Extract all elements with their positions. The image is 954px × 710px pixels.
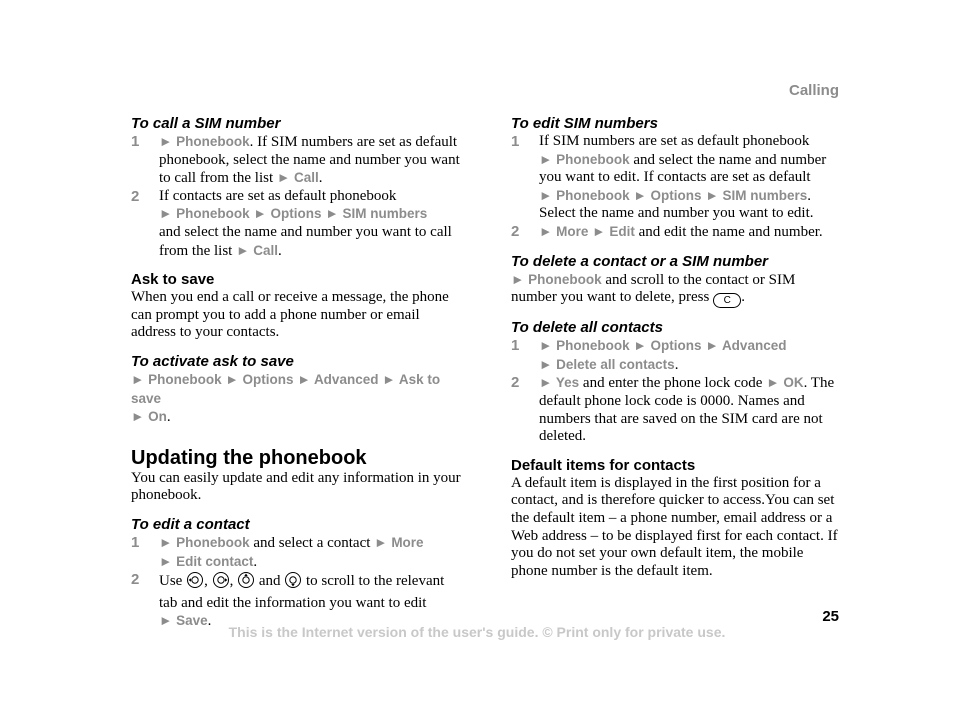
edit-contact-step-2: 2 Use , , and to scroll to the relevant tab and edit the information you want to edit ► Save. [131, 571, 445, 630]
updating-body: You can easily update and edit any information in your phonebook. [131, 469, 461, 504]
edit-sim-step-1: 1 If SIM numbers are set as default phonebook ► Phonebook and select the name and number you want to edit. If contacts are set as default ► Phonebook ► Options ► SIM numbers. Select the name and number you want to edit. [511, 133, 827, 222]
page-number: 25 [822, 608, 839, 625]
step-number: 2 [131, 571, 140, 589]
step-number: 2 [511, 374, 520, 392]
heading-delete-all-contacts: To delete all contacts [511, 319, 663, 337]
down-key-icon [284, 571, 302, 595]
left-right-key-icon [186, 571, 204, 595]
left-column [131, 115, 461, 631]
menu-path-phonebook: ► Phonebook [159, 134, 250, 149]
heading-updating-phonebook: Updating the phonebook [131, 446, 367, 469]
step-number: 1 [511, 337, 520, 355]
heading-edit-contact: To edit a contact [131, 515, 250, 533]
heading-activate-ask-to-save: To activate ask to save [131, 352, 294, 370]
default-items-body: A default item is displayed in the first position for a contact, and is therefore quicker to access.You can set the default item – a phone number, email address or a Web address – to be displayed first for each contact. If you do not set your own default item, the mobile phone number is the default item. [511, 474, 838, 579]
call-sim-step-1: 1 ► Phonebook. If SIM numbers are set as default phonebook, select the name and number you want to call from the list ► Call. [131, 133, 460, 187]
running-header: Calling [788, 82, 839, 99]
up-key-icon [237, 571, 255, 595]
heading-ask-to-save: Ask to save [131, 271, 215, 289]
step-number: 2 [131, 187, 140, 205]
delete-contact-body: ► Phonebook and scroll to the contact or SIM number you want to delete, press C . [511, 271, 796, 307]
step-number: 1 [511, 133, 520, 150]
clockwise-scroll-icon [212, 571, 230, 595]
heading-edit-sim-numbers: To edit SIM numbers [511, 115, 658, 132]
c-key-icon: C [713, 293, 741, 308]
delete-all-step-2: 2 ► Yes and enter the phone lock code ► OK. The default phone lock code is 0000. Names and numbers that are saved on the SIM card are not deleted. [511, 374, 835, 445]
heading-delete-contact: To delete a contact or a SIM number [511, 252, 768, 270]
activate-menu-path: ► Phonebook ► Options ► Advanced ► Ask to save ► On. [131, 371, 441, 426]
ask-to-save-body: When you end a call or receive a message, the phone can prompt you to add a phone number or email address to your contacts. [131, 289, 449, 341]
step-number: 1 [131, 133, 140, 150]
right-column [511, 115, 841, 580]
menu-path-sim-numbers: ► Phonebook ► Options ► SIM numbers [159, 206, 428, 222]
edit-sim-step-2: 2 ► More ► Edit and edit the name and number. [511, 222, 823, 240]
step-number: 1 [131, 533, 140, 551]
heading-default-items: Default items for contacts [511, 456, 696, 474]
footer-notice: This is the Internet version of the user's guide. © Print only for private use. [228, 624, 726, 640]
menu-path-call: ► Call [276, 170, 319, 186]
edit-contact-step-1: 1 ► Phonebook and select a contact ► More ► Edit contact. [131, 533, 424, 570]
step-number: 2 [511, 222, 520, 240]
heading-call-sim: To call a SIM number [131, 115, 281, 132]
call-sim-step-2: 2 If contacts are set as default phonebook ► Phonebook ► Options ► SIM numbers and select the name and number you want to call from the list ► Call. [131, 187, 452, 259]
menu-path-call: ► Call [236, 242, 278, 258]
delete-all-step-1: 1 ► Phonebook ► Options ► Advanced ► Delete all contacts. [511, 337, 787, 373]
